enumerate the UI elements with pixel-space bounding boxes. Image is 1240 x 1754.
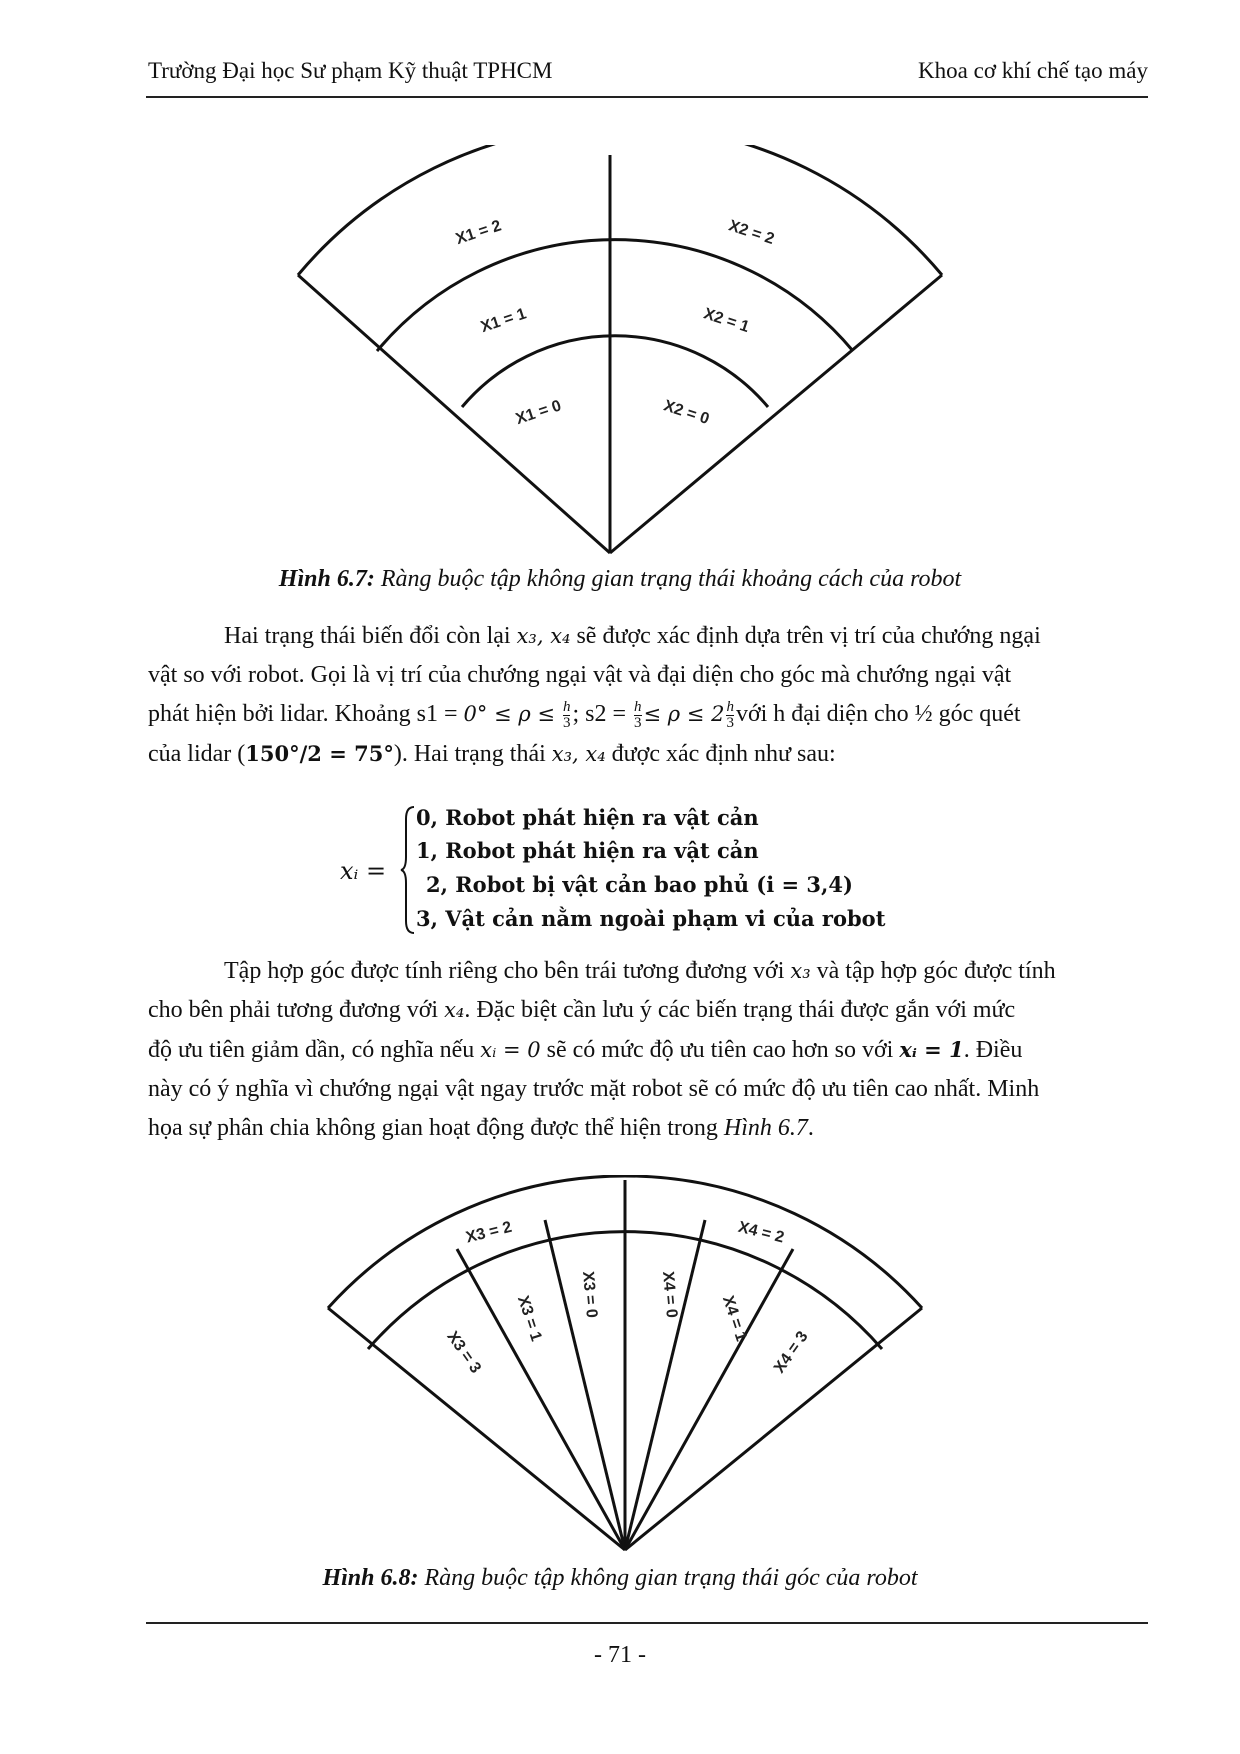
- p2-math: x₄: [444, 998, 465, 1022]
- label-x4-2: X4 = 2: [736, 1218, 786, 1247]
- figure-angle-sectors: [310, 1175, 940, 1560]
- label-x2-0: X2 = 0: [661, 397, 712, 429]
- divider-left-1: [457, 1249, 625, 1550]
- left-edge: [298, 275, 610, 553]
- fraction-h-over-3: $\frac{h}{3}$: [634, 698, 642, 731]
- p2-text: và tập hợp góc được tính: [810, 958, 1056, 984]
- p1-text: Hai trạng thái biến đổi còn lại: [224, 623, 517, 649]
- paragraph-states: [148, 617, 1148, 774]
- figure1-caption-number: Hình 6.7:: [278, 566, 375, 592]
- header-school: Trường Đại học Sư phạm Kỹ thuật TPHCM: [148, 58, 553, 83]
- p2-text: .: [807, 1115, 814, 1141]
- p1-text: được xác định như sau:: [605, 741, 836, 767]
- label-x1-0: X1 = 0: [513, 397, 564, 429]
- fraction-h-over-3: $\frac{h}{3}$: [562, 698, 571, 731]
- inner-arc: [462, 336, 768, 407]
- p2-text: độ ưu tiên giảm dần, có nghĩa nếu: [148, 1037, 481, 1063]
- header-faculty: Khoa cơ khí chế tạo máy: [918, 58, 1148, 83]
- outer-arc: [298, 145, 942, 275]
- p2-text: này có ý nghĩa vì chướng ngại vật ngay trước mặt robot sẽ có mức độ ưu tiên cao nhất. Minh: [148, 1076, 1040, 1102]
- p2-text: họa sự phân chia không gian hoạt động được thể hiện trong: [148, 1115, 724, 1141]
- equation-lhs: xᵢ =: [340, 857, 387, 885]
- divider-left-2: [545, 1220, 625, 1550]
- p2-text: . Điều: [963, 1037, 1023, 1063]
- page-number: - 71 -: [594, 1642, 646, 1668]
- label-x4-3: X4 = 3: [770, 1328, 812, 1377]
- label-x2-2: X2 = 2: [726, 217, 777, 249]
- p2-math: xᵢ = 1: [899, 1037, 964, 1062]
- case-0: 0, Robot phát hiện ra vật cản: [416, 805, 759, 830]
- figure1-caption: [0, 566, 1240, 593]
- label-x1-1: X1 = 1: [478, 305, 529, 337]
- figure2-caption: [0, 1565, 1240, 1592]
- fraction-h-over-3: $\frac{h}{3}$: [726, 698, 734, 731]
- p2-text: sẽ có mức độ ưu tiên cao hơn so với: [540, 1037, 900, 1063]
- right-edge: [625, 1308, 922, 1550]
- case-2: 2, Robot bị vật cản bao phủ (i = 3,4): [426, 872, 853, 897]
- header-rule: [146, 96, 1148, 98]
- label-x2-1: X2 = 1: [701, 305, 752, 337]
- paragraph-priority: [148, 952, 1148, 1148]
- label-x4-0: X4 = 0: [658, 1270, 680, 1319]
- divider-right-1: [625, 1249, 793, 1550]
- p1-math-s1: 0° ≤ ρ ≤: [463, 702, 555, 726]
- p1-text: ). Hai trạng thái: [393, 741, 552, 767]
- label-x1-2: X1 = 2: [453, 217, 504, 249]
- figure1-caption-text: Ràng buộc tập không gian trạng thái khoảng cách của robot: [374, 566, 962, 592]
- p1-text: phát hiện bởi lidar. Khoảng s1 =: [148, 701, 464, 727]
- left-edge: [328, 1308, 625, 1550]
- label-x3-0: X3 = 0: [578, 1270, 600, 1319]
- p2-text: cho bên phải tương đương với: [148, 997, 445, 1023]
- figure2-caption-number: Hình 6.8:: [322, 1565, 419, 1591]
- footer-rule: [146, 1622, 1148, 1624]
- figure-distance-sectors: [280, 145, 960, 570]
- p2-text: . Đặc biệt cần lưu ý các biến trạng thái được gắn với mức: [464, 997, 1016, 1023]
- middle-arc: [377, 240, 853, 351]
- p1-math-angle: 150°/2 = 75°: [245, 741, 394, 766]
- p1-text: vật so với robot. Gọi là vị trí của chướng ngại vật và đại diện cho góc mà chướng ngại vật: [148, 662, 1012, 688]
- divider-right-2: [625, 1220, 705, 1550]
- p1-text: sẽ được xác định dựa trên vị trí của chướng ngại: [570, 623, 1041, 649]
- p1-text: với h đại diện cho ½ góc quét: [735, 701, 1021, 727]
- figure-reference: Hình 6.7: [723, 1115, 808, 1141]
- figure2-caption-text: Ràng buộc tập không gian trạng thái góc của robot: [418, 1565, 918, 1591]
- p2-math: x₃: [790, 959, 811, 983]
- p1-text: ; s2 =: [572, 701, 632, 727]
- p1-math-x3x4: x₃, x₄: [516, 624, 571, 648]
- p2-text: Tập hợp góc được tính riêng cho bên trái tương đương với: [224, 958, 791, 984]
- label-x4-1: X4 = 1: [718, 1293, 750, 1344]
- left-brace: [400, 805, 416, 935]
- label-x3-1: X3 = 1: [513, 1293, 545, 1344]
- label-x3-3: X3 = 3: [443, 1328, 485, 1377]
- case-3: 3, Vật cản nằm ngoài phạm vi của robot: [416, 906, 886, 931]
- equation-cases: [340, 805, 900, 945]
- right-edge: [610, 275, 942, 553]
- p2-math: xᵢ = 0: [480, 1038, 541, 1062]
- p1-math-x3x4: x₃, x₄: [551, 742, 606, 766]
- p1-math-s2: ≤ ρ ≤ 2: [643, 702, 725, 726]
- p1-text: của lidar (: [148, 741, 246, 767]
- case-1: 1, Robot phát hiện ra vật cản: [416, 838, 759, 863]
- label-x3-2: X3 = 2: [464, 1218, 514, 1247]
